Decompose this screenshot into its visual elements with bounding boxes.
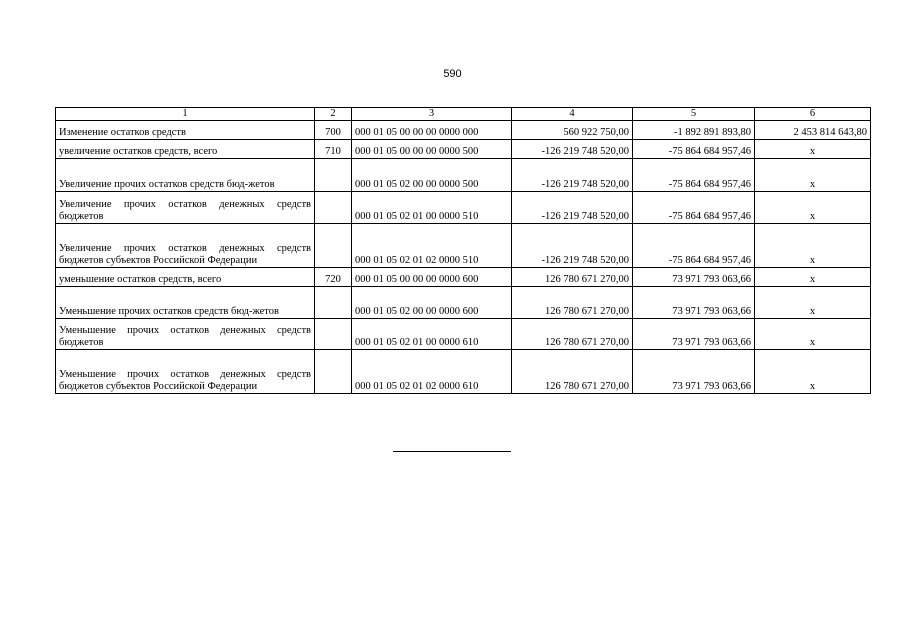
row-value-col6: x xyxy=(755,140,871,159)
row-value-col4: 126 780 671 270,00 xyxy=(512,268,633,287)
row-value-col5: 73 971 793 063,66 xyxy=(633,350,755,394)
row-budget-code: 000 01 05 02 00 00 0000 500 xyxy=(352,159,512,192)
table-row xyxy=(56,350,871,394)
row-name: Изменение остатков средств xyxy=(56,121,315,140)
row-value-col6: x xyxy=(755,350,871,394)
table-row xyxy=(56,159,871,192)
row-line-code xyxy=(315,159,352,192)
row-value-col4: -126 219 748 520,00 xyxy=(512,159,633,192)
row-name: уменьшение остатков средств, всего xyxy=(56,268,315,287)
table-row xyxy=(56,319,871,350)
row-budget-code: 000 01 05 02 00 00 0000 600 xyxy=(352,287,512,319)
page-number: 590 xyxy=(443,68,462,80)
table-row xyxy=(56,268,871,287)
row-value-col6: x xyxy=(755,192,871,224)
row-name: Увеличение прочих остатков средств бюд-жетов xyxy=(56,159,315,192)
row-value-col5: 73 971 793 063,66 xyxy=(633,287,755,319)
row-name: Уменьшение прочих остатков средств бюд-жетов xyxy=(56,287,315,319)
column-header-5: 5 xyxy=(633,108,755,121)
row-value-col6: x xyxy=(755,224,871,268)
row-name: Уменьшение прочих остатков денежных средств бюджетов xyxy=(56,319,315,350)
column-header-2: 2 xyxy=(315,108,352,121)
row-value-col5: -75 864 684 957,46 xyxy=(633,192,755,224)
table-header-row xyxy=(56,108,871,121)
row-value-col5: -1 892 891 893,80 xyxy=(633,121,755,140)
row-line-code xyxy=(315,319,352,350)
row-line-code: 720 xyxy=(315,268,352,287)
table-row xyxy=(56,287,871,319)
row-value-col6: 2 453 814 643,80 xyxy=(755,121,871,140)
row-line-code xyxy=(315,224,352,268)
row-value-col5: 73 971 793 063,66 xyxy=(633,268,755,287)
row-value-col6: x xyxy=(755,268,871,287)
table-row xyxy=(56,192,871,224)
row-value-col4: -126 219 748 520,00 xyxy=(512,192,633,224)
row-value-col4: 126 780 671 270,00 xyxy=(512,350,633,394)
column-header-3: 3 xyxy=(352,108,512,121)
row-value-col6: x xyxy=(755,287,871,319)
row-value-col4: 126 780 671 270,00 xyxy=(512,287,633,319)
row-budget-code: 000 01 05 02 01 00 0000 610 xyxy=(352,319,512,350)
table-row xyxy=(56,121,871,140)
row-value-col6: x xyxy=(755,319,871,350)
budget-sources-table xyxy=(55,107,871,394)
row-budget-code: 000 01 05 00 00 00 0000 000 xyxy=(352,121,512,140)
footer-divider-line xyxy=(393,451,511,452)
row-value-col4: 560 922 750,00 xyxy=(512,121,633,140)
row-budget-code: 000 01 05 00 00 00 0000 600 xyxy=(352,268,512,287)
row-value-col4: -126 219 748 520,00 xyxy=(512,224,633,268)
row-name: Увеличение прочих остатков денежных средств бюджетов субъектов Российской Федерации xyxy=(56,224,315,268)
row-value-col5: -75 864 684 957,46 xyxy=(633,140,755,159)
row-value-col5: -75 864 684 957,46 xyxy=(633,159,755,192)
row-line-code xyxy=(315,192,352,224)
row-budget-code: 000 01 05 02 01 02 0000 510 xyxy=(352,224,512,268)
row-name: увеличение остатков средств, всего xyxy=(56,140,315,159)
row-value-col4: 126 780 671 270,00 xyxy=(512,319,633,350)
table-row xyxy=(56,140,871,159)
row-line-code: 710 xyxy=(315,140,352,159)
row-line-code xyxy=(315,287,352,319)
row-budget-code: 000 01 05 00 00 00 0000 500 xyxy=(352,140,512,159)
row-name: Увеличение прочих остатков денежных средств бюджетов xyxy=(56,192,315,224)
row-line-code: 700 xyxy=(315,121,352,140)
row-value-col4: -126 219 748 520,00 xyxy=(512,140,633,159)
row-value-col5: 73 971 793 063,66 xyxy=(633,319,755,350)
column-header-1: 1 xyxy=(56,108,315,121)
row-name: Уменьшение прочих остатков денежных средств бюджетов субъектов Российской Федерации xyxy=(56,350,315,394)
table-row xyxy=(56,224,871,268)
column-header-6: 6 xyxy=(755,108,871,121)
row-budget-code: 000 01 05 02 01 00 0000 510 xyxy=(352,192,512,224)
row-line-code xyxy=(315,350,352,394)
row-budget-code: 000 01 05 02 01 02 0000 610 xyxy=(352,350,512,394)
column-header-4: 4 xyxy=(512,108,633,121)
row-value-col5: -75 864 684 957,46 xyxy=(633,224,755,268)
row-value-col6: x xyxy=(755,159,871,192)
